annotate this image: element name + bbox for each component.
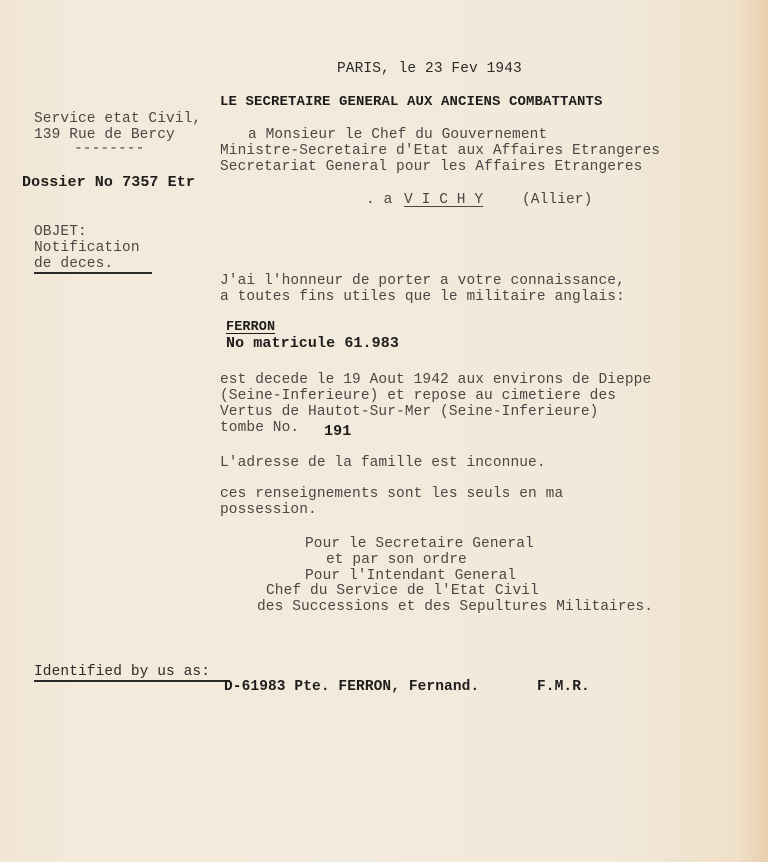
- family-address: L'adresse de la famille est inconnue.: [220, 455, 546, 471]
- tomb-number: 191: [324, 423, 352, 440]
- death-line-1: est decede le 19 Aout 1942 aux environs de Dieppe: [220, 372, 652, 388]
- signature-line-5: des Successions et des Sepultures Militaires.: [257, 599, 654, 615]
- dossier-number: Dossier No 7357 Etr: [22, 174, 195, 191]
- signature-line-3: Pour l'Intendant General: [305, 568, 517, 584]
- sender-title: LE SECRETAIRE GENERAL AUX ANCIENS COMBATTANTS: [220, 94, 603, 110]
- recipient-line-1: a Monsieur le Chef du Gouvernement: [248, 127, 548, 143]
- death-line-3: Vertus de Hautot-Sur-Mer (Seine-Inferieure): [220, 404, 599, 420]
- city-name: V I C H Y: [404, 192, 484, 208]
- soldier-name: FERRON: [226, 320, 276, 335]
- identification-text: D-61983 Pte. FERRON, Fernand.: [224, 679, 480, 695]
- identified-underline: [34, 680, 230, 682]
- info-line-1: ces renseignements sont les seuls en ma: [220, 486, 564, 502]
- place-date: PARIS, le 23 Fev 1943: [337, 61, 522, 77]
- signature-line-2: et par son ordre: [326, 552, 467, 568]
- intro-line-2: a toutes fins utiles que le militaire anglais:: [220, 289, 625, 305]
- identified-label: Identified by us as:: [34, 664, 211, 680]
- objet-underline: [34, 272, 152, 274]
- objet-line-1: Notification: [34, 240, 140, 256]
- recipient-line-3: Secretariat General pour les Affaires Etrangeres: [220, 159, 643, 175]
- intro-line-1: J'ai l'honneur de porter a votre connaissance,: [220, 273, 625, 289]
- objet-label: OBJET:: [34, 224, 87, 240]
- info-line-2: possession.: [220, 502, 317, 518]
- initials: F.M.R.: [537, 679, 590, 695]
- signature-line-4: Chef du Service de l'Etat Civil: [266, 583, 539, 599]
- service-line-2: 139 Rue de Bercy: [34, 127, 175, 143]
- city-prefix: . a: [366, 192, 393, 208]
- separator: --------: [74, 141, 145, 157]
- tomb-label: tombe No.: [220, 420, 300, 436]
- matricule-number: No matricule 61.983: [226, 335, 399, 352]
- recipient-line-2: Ministre-Secretaire d'Etat aux Affaires Etrangeres: [220, 143, 661, 159]
- service-line-1: Service etat Civil,: [34, 111, 202, 127]
- death-line-2: (Seine-Inferieure) et repose au cimetiere des: [220, 388, 617, 404]
- department: (Allier): [522, 192, 593, 208]
- objet-line-2: de deces.: [34, 256, 114, 272]
- signature-line-1: Pour le Secretaire General: [305, 536, 534, 552]
